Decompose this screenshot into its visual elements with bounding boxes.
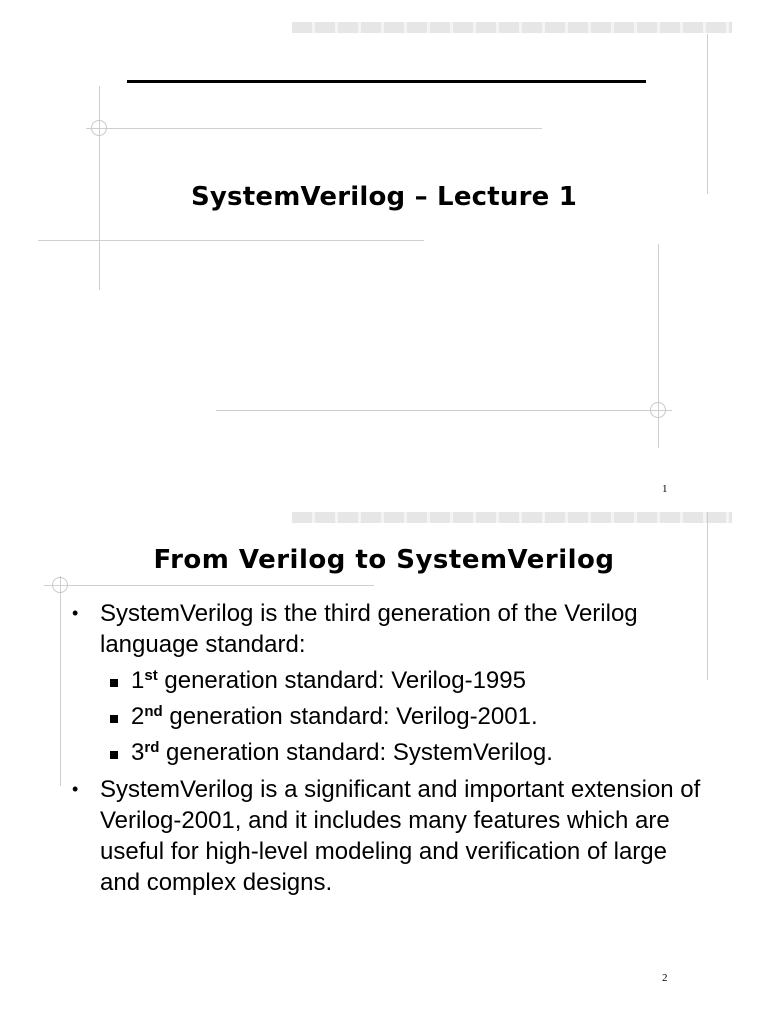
generation-number: 1 xyxy=(131,667,145,694)
sub-bullet-item xyxy=(100,663,712,699)
guide-line xyxy=(44,585,374,586)
bullet-text: SystemVerilog is the third generation of the Verilog language standard: xyxy=(100,600,638,658)
top-decorative-strip xyxy=(292,512,732,523)
square-bullet-icon xyxy=(110,715,118,723)
sub-bullet-text: generation standard: Verilog-1995 xyxy=(157,667,526,694)
generation-number: 3 xyxy=(131,739,145,766)
page-number: 2 xyxy=(662,972,668,984)
registration-circle xyxy=(650,402,666,418)
sub-bullet-text: generation standard: Verilog-2001. xyxy=(162,703,538,730)
registration-circle xyxy=(52,577,68,593)
bullet-icon: • xyxy=(72,779,79,799)
guide-line xyxy=(38,240,424,241)
slide-2 xyxy=(0,512,768,1024)
guide-line xyxy=(216,410,672,411)
slide-title: SystemVerilog – Lecture 1 xyxy=(190,182,577,212)
square-bullet-icon xyxy=(110,751,118,759)
ordinal-suffix: rd xyxy=(144,739,160,756)
page-number: 1 xyxy=(662,483,668,495)
ordinal-suffix: nd xyxy=(144,703,163,720)
sub-bullet-item xyxy=(100,735,712,771)
guide-line xyxy=(60,576,61,786)
sub-bullet-text: generation standard: SystemVerilog. xyxy=(159,739,553,766)
sub-bullet-list xyxy=(100,663,712,771)
bullet-item xyxy=(72,774,712,898)
bullet-list xyxy=(72,598,712,898)
bullet-item xyxy=(72,598,712,771)
square-bullet-icon xyxy=(110,679,118,687)
guide-line xyxy=(86,128,542,129)
generation-number: 2 xyxy=(131,703,145,730)
registration-circle xyxy=(91,120,107,136)
bullet-icon: • xyxy=(72,603,79,623)
guide-line xyxy=(707,34,708,194)
top-decorative-strip xyxy=(292,22,732,33)
slide-title: From Verilog to SystemVerilog xyxy=(153,545,615,575)
bullet-text: SystemVerilog is a significant and important extension of Verilog-2001, and it includes many features which are useful for high-level modeling and verification of large and complex designs. xyxy=(100,776,701,896)
sub-bullet-item xyxy=(100,699,712,735)
ordinal-suffix: st xyxy=(144,667,158,684)
title-rule xyxy=(127,80,646,83)
